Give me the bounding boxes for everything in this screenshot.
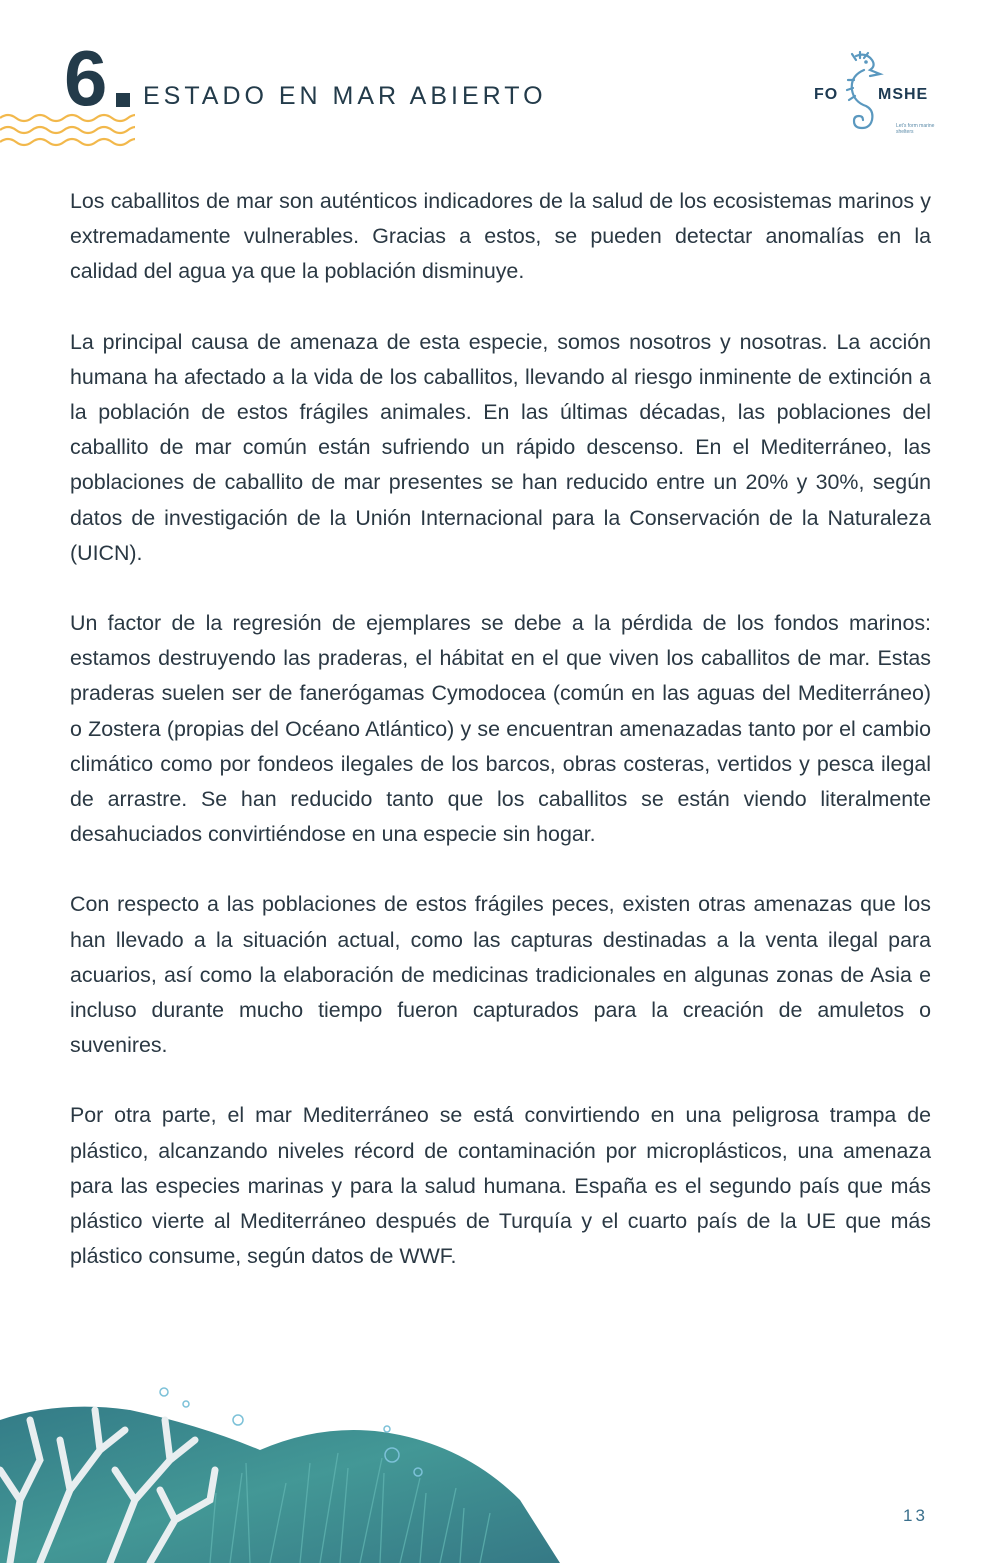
paragraph: La principal causa de amenaza de esta especie, somos nosotros y nosotras. La acción humana ha afectado a la vida de los caballitos, llevando al riesgo inminente de extinción a la población de estos frágiles animales. En las últimas décadas, las poblaciones del caballito de mar común están sufriendo un rápido descenso. En el Mediterráneo, las poblaciones de caballito de mar presentes se han reducido entre un 20% y 30%, según datos de investigación de la Unión Internacional para la Conservación de la Naturaleza (UICN). xyxy=(70,329,931,565)
fomshe-logo xyxy=(810,50,935,142)
paragraph: Con respecto a las poblaciones de estos frágiles peces, existen otras amenazas que los han llevado a la situación actual, como las capturas destinadas a la venta ilegal para acuarios, así como la elaboración de medicinas tradicionales en algunas zonas de Asia e incluso durante mucho tiempo fueron capturados para la creación de amuletos o suvenires. xyxy=(70,892,931,1058)
section-title: ESTADO EN MAR ABIERTO xyxy=(143,82,547,110)
page-header xyxy=(0,0,1000,160)
section-number-dot xyxy=(116,93,130,107)
paragraph: Un factor de la regresión de ejemplares se debe a la pérdida de los fondos marinos: estamos destruyendo las praderas, el hábitat en el que viven los caballitos de mar. Estas praderas suelen ser de fanerógamas Cymodocea (común en las aguas del Mediterráneo) o Zostera (propias del Océano Atlántico) y se encuentran amenazadas tanto por el cambio climático como por fondeos ilegales de los barcos, obras costeras, vertidos y pesca ilegal de arrastre. Se han reducido tanto que los caballitos se están viendo literalmente desahuciados convirtiéndose en una especie sin hogar. xyxy=(70,611,931,847)
paragraph: Los caballitos de mar son auténticos indicadores de la salud de los ecosistemas marinos y extremadamente vulnerables. Gracias a estos, se pueden detectar anomalías en la calidad del agua ya que la población disminuye. xyxy=(70,189,931,284)
paragraph: Por otra parte, el mar Mediterráneo se está convirtiendo en una peligrosa trampa de plástico, alcanzando niveles récord de contaminación por microplásticos, una amenaza para las especies marinas y para la salud humana. España es el segundo país que más plástico vierte al Mediterráneo después de Turquía y el cuarto país de la UE que más plástico consume, según datos de WWF. xyxy=(70,1103,931,1269)
wave-decoration-icon xyxy=(0,110,135,152)
page-number: 13 xyxy=(903,1506,928,1525)
logo-text-left: FO xyxy=(814,86,839,103)
logo-text-right: MSHE xyxy=(878,86,929,103)
body-text xyxy=(70,184,931,1309)
section-number: 6 xyxy=(64,34,106,122)
seahorse-icon xyxy=(834,50,884,140)
coral-seagrass-illustration-icon xyxy=(0,1380,560,1563)
logo-tagline: Let's form marine shelters xyxy=(896,123,935,135)
